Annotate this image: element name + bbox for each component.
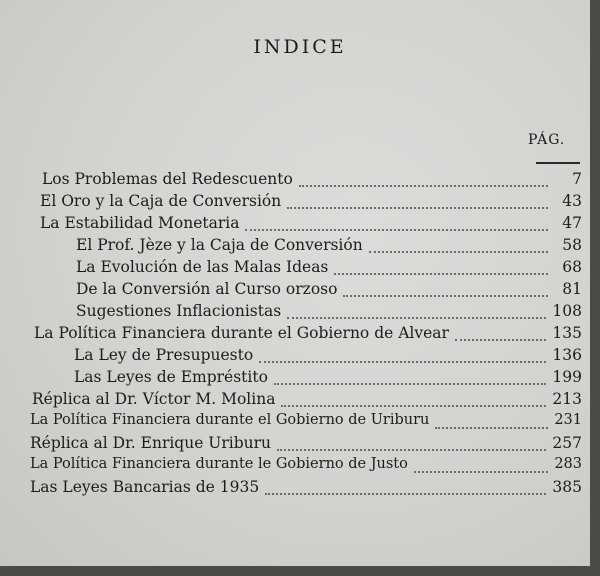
toc-entry-page: 7 — [572, 170, 582, 188]
dot-leader — [369, 251, 548, 253]
dot-leader — [277, 449, 546, 451]
toc-entry-title: La Estabilidad Monetaria — [40, 214, 240, 232]
dot-leader — [259, 361, 546, 363]
toc-entry — [40, 214, 582, 236]
toc-entry-page: 108 — [552, 302, 582, 320]
toc-entry — [76, 280, 582, 302]
toc-entry — [30, 434, 582, 456]
toc-entry-title: Sugestiones Inflacionistas — [76, 302, 282, 320]
toc-entry — [76, 258, 582, 280]
toc-entry-title: Los Problemas del Redescuento — [42, 170, 293, 188]
toc-entry-page: 68 — [562, 258, 582, 276]
toc-entry-title: La Evolución de las Malas Ideas — [76, 258, 329, 276]
toc-entry — [74, 368, 582, 390]
toc-entry — [42, 170, 582, 192]
dot-leader — [281, 405, 546, 407]
toc-entry-title: Réplica al Dr. Enrique Uriburu — [30, 434, 272, 452]
page-column-rule — [536, 162, 580, 164]
toc-entry-title: La Política Financiera durante el Gobierno de Alvear — [34, 324, 449, 342]
toc-entry — [32, 390, 582, 412]
dot-leader — [414, 471, 548, 473]
toc-entry-title: El Oro y la Caja de Conversión — [40, 192, 282, 210]
toc-entry-page: 385 — [552, 478, 582, 496]
toc-entry — [76, 236, 582, 258]
dot-leader — [245, 229, 548, 231]
toc-entry — [74, 346, 582, 368]
dot-leader — [455, 339, 546, 341]
toc-entry-title: Réplica al Dr. Víctor M. Molina — [32, 390, 276, 408]
toc-entry-title: La Política Financiera durante el Gobierno de Uriburu — [30, 412, 430, 428]
index-heading: INDICE — [253, 36, 347, 58]
toc-entry-page: 283 — [554, 456, 582, 472]
toc-entry-page: 231 — [554, 412, 582, 428]
toc-entry-page: 43 — [562, 192, 582, 210]
toc-entry-title: Las Leyes Bancarias de 1935 — [30, 478, 260, 496]
toc-entry-title: Las Leyes de Empréstito — [74, 368, 268, 386]
toc-entry-page: 257 — [552, 434, 582, 452]
toc-entry-page: 199 — [552, 368, 582, 386]
toc-entry-title: La Política Financiera durante le Gobierno de Justo — [30, 456, 408, 472]
toc-entry-page: 213 — [552, 390, 582, 408]
toc-entry — [30, 478, 582, 500]
dot-leader — [343, 295, 548, 297]
dot-leader — [265, 493, 546, 495]
dot-leader — [334, 273, 548, 275]
toc-entry-page: 58 — [562, 236, 582, 254]
page-column-label: PÁG. — [528, 132, 566, 148]
dot-leader — [274, 383, 546, 385]
toc-entry — [34, 324, 582, 346]
toc-entry-title: El Prof. Jèze y la Caja de Conversión — [76, 236, 363, 254]
toc-entry-page: 135 — [552, 324, 582, 342]
dot-leader — [299, 185, 548, 187]
toc-entry — [30, 412, 582, 434]
toc-entry-title: De la Conversión al Curso orzoso — [76, 280, 338, 298]
toc-entry-page: 47 — [562, 214, 582, 232]
dot-leader — [435, 427, 548, 429]
dot-leader — [287, 207, 548, 209]
toc-entry-page: 81 — [562, 280, 582, 298]
dot-leader — [287, 317, 546, 319]
toc-entry — [30, 456, 582, 478]
toc-entry — [76, 302, 582, 324]
toc-entry-page: 136 — [552, 346, 582, 364]
toc-entry-title: La Ley de Presupuesto — [74, 346, 254, 364]
toc-entry — [40, 192, 582, 214]
